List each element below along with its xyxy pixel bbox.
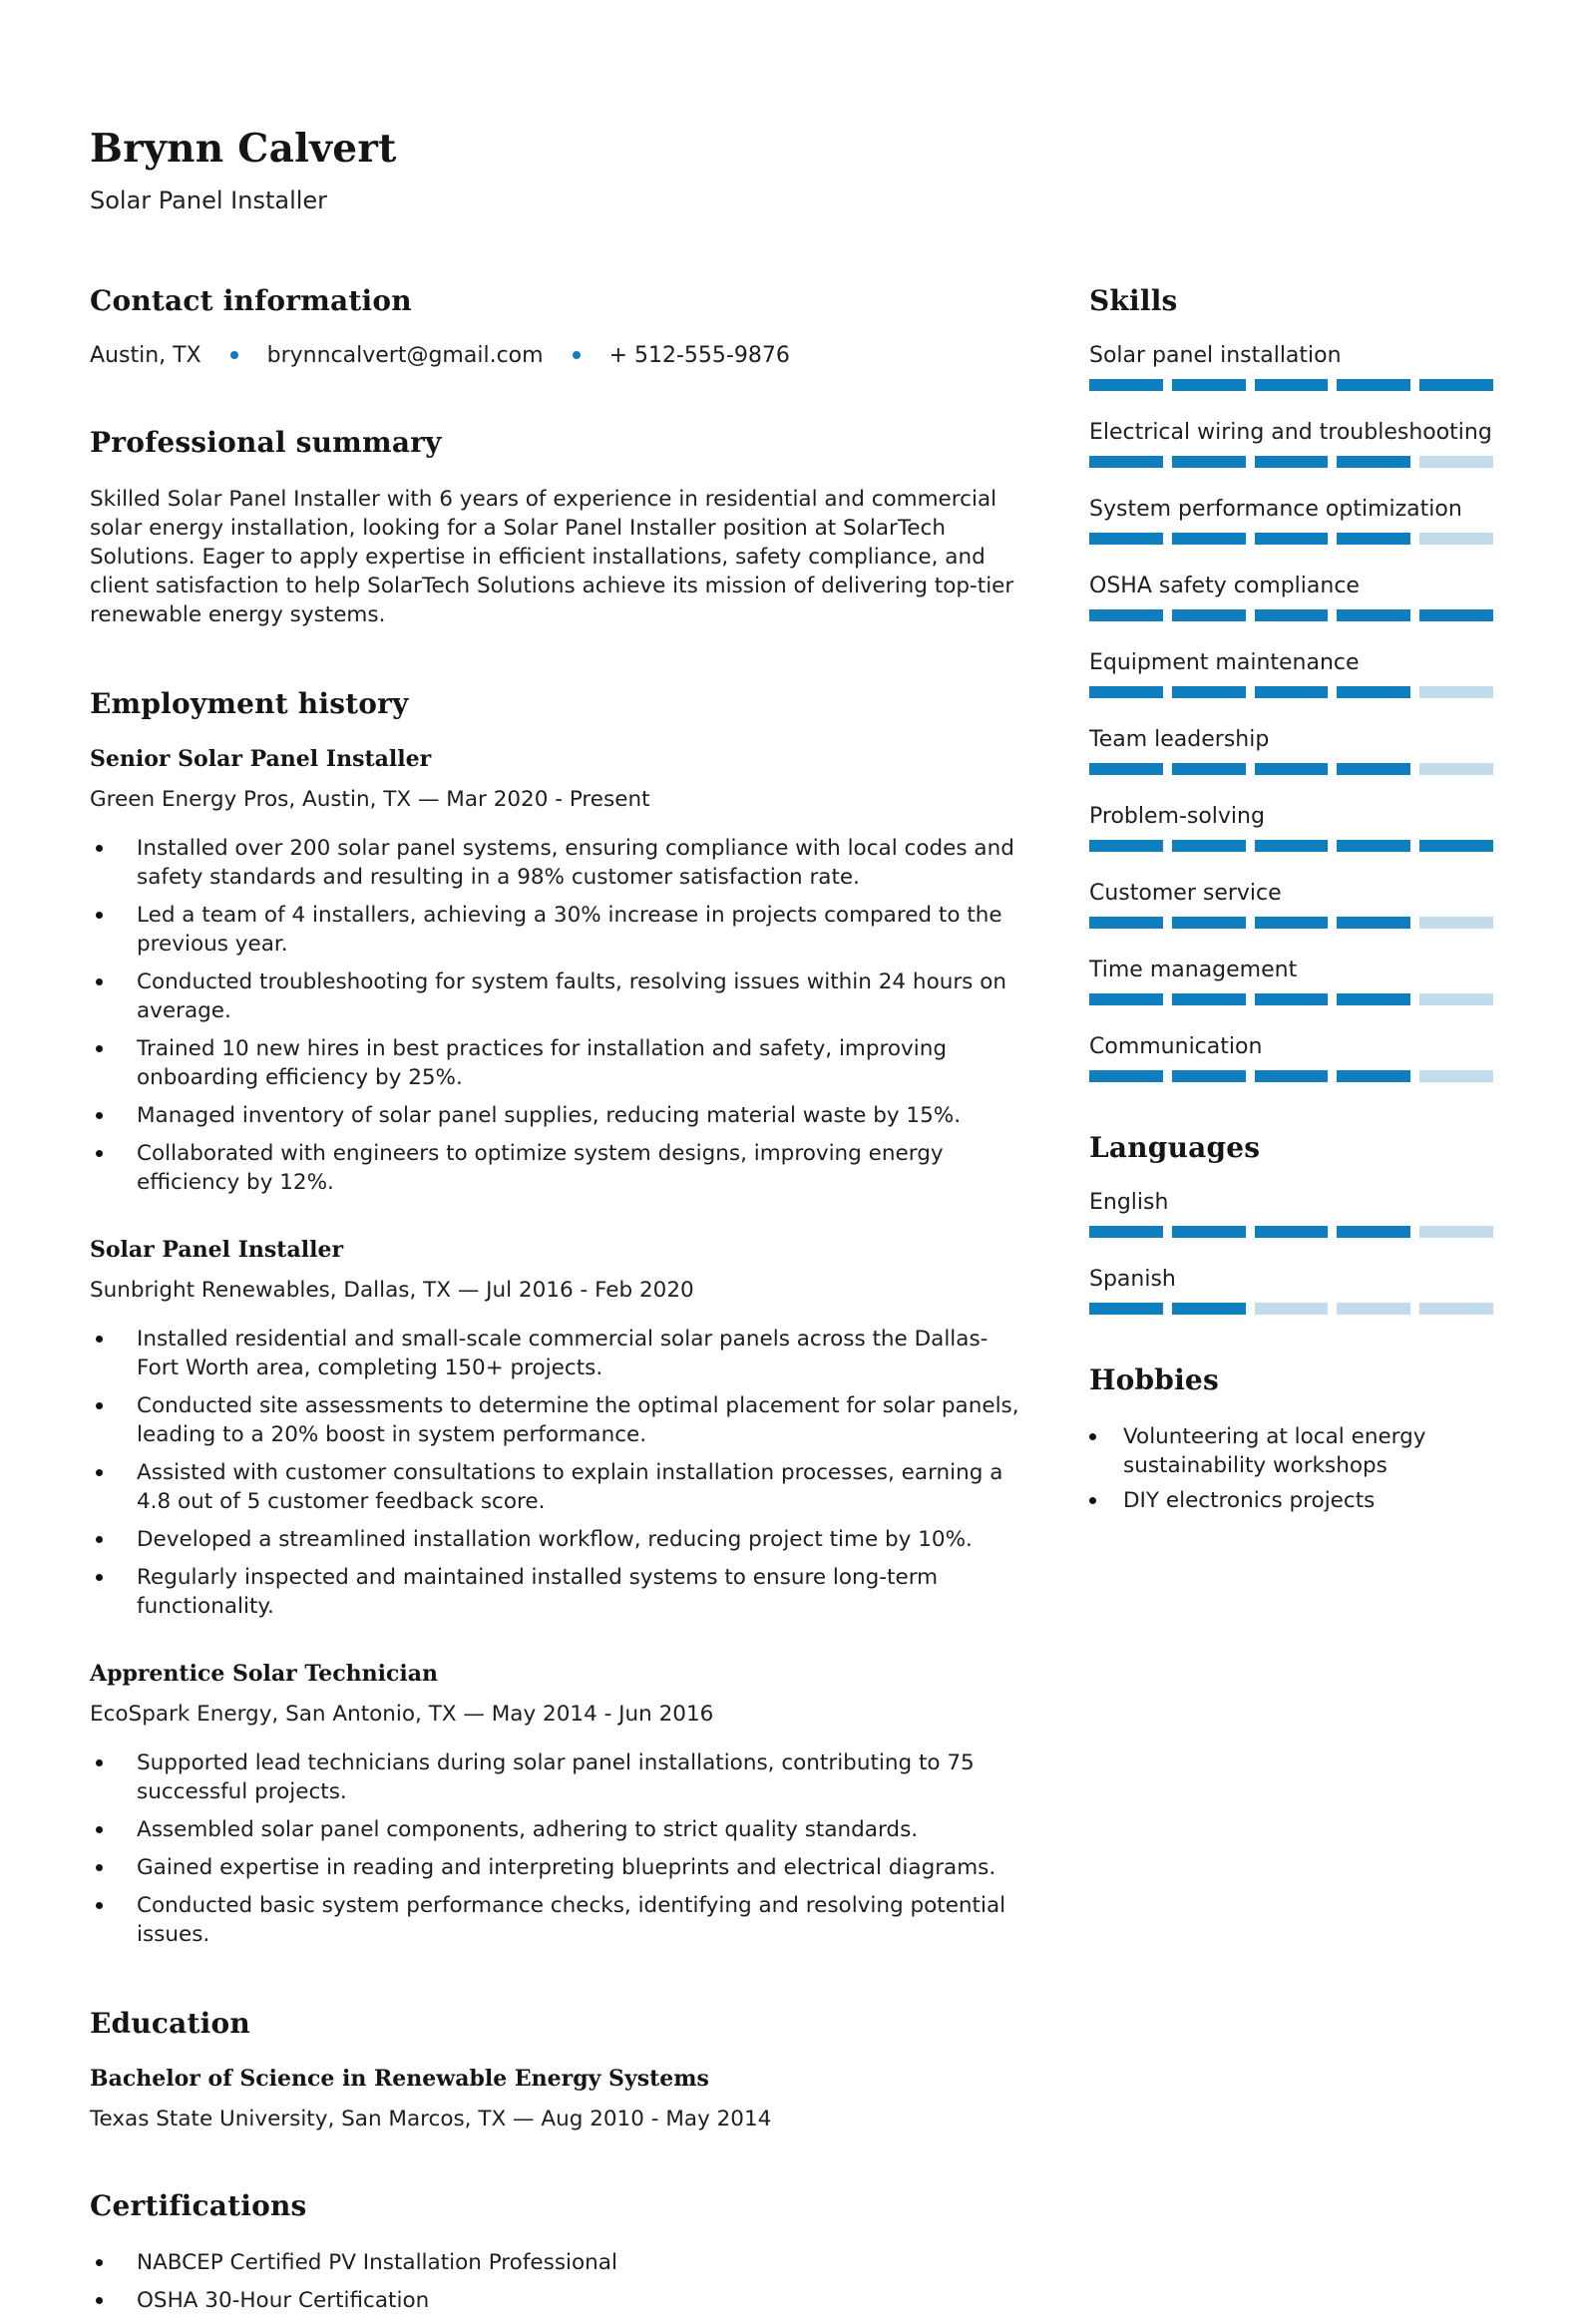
bar-segment-empty [1419,1226,1493,1238]
bar-segment-filled [1337,763,1410,775]
bullet-text: Supported lead technicians during solar panel installations, contributing to 75 successful projects. [137,1749,975,1804]
hobbies-heading: Hobbies [1089,1362,1219,1396]
skill-level-bar [1089,1070,1493,1082]
bar-segment-filled [1089,917,1163,929]
skills-heading: Skills [1089,283,1178,317]
bullet-text: Conducted basic system performance checks, identifying and resolving potential issues. [137,1892,1006,1947]
job-title: Apprentice Solar Technician [90,1660,439,1687]
certifications-list [90,2248,1019,2315]
bar-segment-filled [1337,533,1410,545]
skill-level-bar [1089,763,1493,775]
bullet-item [90,1391,1019,1449]
skill-item [1089,881,1493,929]
certifications-section [90,2189,1019,2315]
job-bullet-list [90,1325,1019,1621]
bullet-text: Volunteering at local energy sustainability workshops [1123,1423,1426,1478]
bar-segment-filled [1419,840,1493,852]
person-job-title: Solar Panel Installer [90,186,328,214]
bullet-text: Trained 10 new hires in best practices for installation and safety, improving onboarding efficiency by 25%. [137,1035,948,1090]
skill-level-bar [1089,609,1493,621]
bar-segment-filled [1337,917,1410,929]
bullet-text: Regularly inspected and maintained installed systems to ensure long-term functionality. [137,1564,939,1619]
bar-segment-filled [1255,686,1329,698]
bullet-dot-icon [1089,1497,1096,1504]
bar-segment-filled [1419,609,1493,621]
bullet-text: Led a team of 4 installers, achieving a 30% increase in projects compared to the previous year. [137,902,1002,957]
bar-segment-filled [1255,1226,1329,1238]
bar-segment-filled [1337,1070,1410,1082]
bullet-item [90,1815,1019,1844]
employment-section [90,687,1019,1949]
language-item [1089,1267,1493,1315]
bullet-item [1089,1486,1493,1515]
job-entry [90,1661,1019,1949]
bullet-text: Developed a streamlined installation workflow, reducing project time by 10%. [137,1526,973,1552]
certifications-heading: Certifications [90,2188,307,2222]
skill-label: Problem-solving [1089,803,1265,829]
left-column [90,284,1019,2324]
skill-label: Solar panel installation [1089,342,1342,368]
contact-row [90,343,1019,368]
bullet-text: Installed residential and small-scale commercial solar panels across the Dallas-Fort Worth area, completing 150+ projects. [137,1326,989,1380]
bullet-dot-icon [96,1150,103,1157]
bullet-item [90,1458,1019,1516]
contact-location: Austin, TX [90,342,201,368]
contact-phone: + 512-555-9876 [608,342,790,368]
bullet-item [90,1891,1019,1949]
bullet-dot-icon [96,2259,103,2266]
bullet-item [90,1853,1019,1882]
bar-segment-filled [1089,609,1163,621]
bullet-dot-icon [96,1826,103,1833]
skill-item [1089,727,1493,775]
job-title: Senior Solar Panel Installer [90,745,432,772]
skill-item [1089,958,1493,1005]
bar-segment-filled [1255,533,1329,545]
bar-segment-filled [1337,609,1410,621]
bar-segment-filled [1172,917,1246,929]
bar-segment-filled [1172,609,1246,621]
bullet-text: Managed inventory of solar panel supplies, reducing material waste by 15%. [137,1102,962,1128]
bar-segment-filled [1172,686,1246,698]
bar-segment-filled [1172,763,1246,775]
bar-segment-filled [1255,379,1329,391]
education-heading: Education [90,2006,250,2040]
bullet-dot-icon [96,1759,103,1766]
education-degree: Bachelor of Science in Renewable Energy Systems [90,2065,709,2092]
bullet-item [90,901,1019,959]
job-meta: EcoSpark Energy, San Antonio, TX — May 2014 - Jun 2016 [90,1701,714,1727]
employment-heading: Employment history [90,686,409,720]
bar-segment-filled [1172,533,1246,545]
bullet-dot-icon [96,912,103,919]
skill-level-bar [1089,533,1493,545]
job-title: Solar Panel Installer [90,1236,344,1263]
person-name: Brynn Calvert [90,126,397,172]
job-meta: Sunbright Renewables, Dallas, TX — Jul 2016 - Feb 2020 [90,1277,694,1303]
skill-item [1089,574,1493,621]
bar-segment-filled [1337,686,1410,698]
bar-segment-empty [1419,763,1493,775]
bullet-item [90,2248,1019,2277]
bullet-dot-icon [96,2297,103,2304]
bar-segment-filled [1337,993,1410,1005]
skill-item [1089,650,1493,698]
bar-segment-empty [1419,686,1493,698]
bullet-dot-icon [1089,1433,1096,1440]
bar-segment-filled [1172,1303,1246,1315]
bullet-item [90,1101,1019,1130]
skill-level-bar [1089,917,1493,929]
bar-segment-filled [1337,379,1410,391]
bullet-text: Collaborated with engineers to optimize system designs, improving energy efficiency by 12%. [137,1140,944,1195]
bar-segment-filled [1255,993,1329,1005]
bullet-dot-icon [96,978,103,985]
bar-segment-empty [1419,1070,1493,1082]
skill-level-bar [1089,456,1493,468]
bullet-text: NABCEP Certified PV Installation Professional [137,2249,617,2275]
bar-segment-filled [1089,379,1163,391]
skill-level-bar [1089,993,1493,1005]
bar-segment-empty [1337,1303,1410,1315]
bar-segment-filled [1255,456,1329,468]
job-entry [90,746,1019,1197]
bullet-item [90,1748,1019,1806]
language-level-bar [1089,1303,1493,1315]
skill-label: Time management [1089,957,1298,982]
bar-segment-filled [1337,840,1410,852]
bar-segment-filled [1255,1070,1329,1082]
bar-segment-filled [1419,379,1493,391]
bullet-item [90,1525,1019,1554]
bar-segment-filled [1089,1303,1163,1315]
right-column [1089,284,1493,2324]
language-label: Spanish [1089,1266,1176,1292]
bar-segment-filled [1172,993,1246,1005]
bullet-text: DIY electronics projects [1123,1487,1376,1513]
bar-segment-filled [1337,456,1410,468]
bullet-item [90,1139,1019,1197]
bar-segment-filled [1089,993,1163,1005]
bullet-text: Installed over 200 solar panel systems, ensuring compliance with local codes and safety standards and resulting in a 98% customer satisfaction rate. [137,835,1014,890]
skill-label: Electrical wiring and troubleshooting [1089,419,1492,445]
bullet-item [90,968,1019,1025]
hobbies-section [1089,1363,1493,1515]
bullet-item [90,1325,1019,1382]
contact-heading: Contact information [90,283,412,317]
bullet-dot-icon [96,1045,103,1052]
hobbies-list [1089,1422,1493,1515]
bullet-text: OSHA 30-Hour Certification [137,2287,430,2313]
bullet-item [90,834,1019,892]
job-entry [90,1237,1019,1621]
bar-segment-filled [1172,1070,1246,1082]
bullet-item [1089,1422,1493,1480]
skill-item [1089,420,1493,468]
bullet-dot-icon [96,1402,103,1409]
bar-segment-filled [1089,840,1163,852]
job-bullet-list [90,1748,1019,1949]
job-bullet-list [90,834,1019,1197]
skill-label: Team leadership [1089,726,1270,752]
skill-level-bar [1089,840,1493,852]
bar-segment-empty [1419,917,1493,929]
resume-columns [90,284,1493,2324]
skill-level-bar [1089,686,1493,698]
summary-section [90,426,1019,629]
bar-segment-filled [1089,1070,1163,1082]
language-item [1089,1190,1493,1238]
bullet-item [90,1034,1019,1092]
skill-label: Communication [1089,1033,1263,1059]
bar-segment-filled [1255,763,1329,775]
bar-segment-filled [1255,840,1329,852]
bar-segment-filled [1089,533,1163,545]
bullet-item [90,1563,1019,1621]
skill-label: OSHA safety compliance [1089,573,1360,598]
bullet-dot-icon [96,1902,103,1909]
bullet-text: Assisted with customer consultations to explain installation processes, earning a 4.8 out of 5 customer feedback score. [137,1459,1003,1514]
bar-segment-filled [1337,1226,1410,1238]
bar-segment-filled [1089,763,1163,775]
bullet-dot-icon [96,1112,103,1119]
bar-segment-empty [1419,1303,1493,1315]
skill-label: Equipment maintenance [1089,649,1360,675]
bar-segment-filled [1089,1226,1163,1238]
skill-label: System performance optimization [1089,496,1462,522]
contact-section [90,284,1019,368]
dot-separator-icon [573,351,581,359]
bar-segment-empty [1419,533,1493,545]
dot-separator-icon [230,351,238,359]
bullet-text: Conducted site assessments to determine the optimal placement for solar panels, leading to a 20% boost in system performance. [137,1392,1019,1447]
education-meta: Texas State University, San Marcos, TX — Aug 2010 - May 2014 [90,2106,772,2131]
bullet-dot-icon [96,1574,103,1581]
bar-segment-empty [1255,1303,1329,1315]
bar-segment-filled [1172,840,1246,852]
education-section [90,2007,1019,2131]
bar-segment-filled [1172,1226,1246,1238]
bar-segment-empty [1419,456,1493,468]
skills-section [1089,284,1493,1082]
languages-section [1089,1131,1493,1315]
skill-item [1089,804,1493,852]
bullet-dot-icon [96,1469,103,1476]
bar-segment-filled [1089,686,1163,698]
bullet-dot-icon [96,1864,103,1871]
bullet-item [90,2286,1019,2315]
skill-label: Customer service [1089,880,1282,906]
skill-item [1089,497,1493,545]
bar-segment-empty [1419,993,1493,1005]
bar-segment-filled [1089,456,1163,468]
languages-heading: Languages [1089,1130,1261,1164]
bullet-dot-icon [96,1336,103,1343]
summary-heading: Professional summary [90,425,442,459]
bullet-dot-icon [96,1536,103,1543]
bullet-text: Gained expertise in reading and interpreting blueprints and electrical diagrams. [137,1854,996,1880]
language-level-bar [1089,1226,1493,1238]
bullet-dot-icon [96,845,103,852]
skill-item [1089,1034,1493,1082]
contact-email: brynncalvert@gmail.com [266,342,544,368]
skill-item [1089,343,1493,391]
bar-segment-filled [1255,917,1329,929]
job-meta: Green Energy Pros, Austin, TX — Mar 2020 - Present [90,786,650,812]
language-label: English [1089,1189,1169,1215]
bar-segment-filled [1172,379,1246,391]
skill-level-bar [1089,379,1493,391]
resume-header [90,128,1493,214]
bar-segment-filled [1255,609,1329,621]
bar-segment-filled [1172,456,1246,468]
bullet-text: Assembled solar panel components, adhering to strict quality standards. [137,1816,919,1842]
summary-text: Skilled Solar Panel Installer with 6 years of experience in residential and commercial solar energy installation, looking for a Solar Panel Installer position at SolarTech Solutions. Eager to apply expertise in efficient installations, safety compliance, and client satisfaction to help SolarTech Solutions achieve its mission of delivering top-tier renewable energy systems. [90,486,1014,627]
bullet-text: Conducted troubleshooting for system faults, resolving issues within 24 hours on average. [137,968,1006,1023]
